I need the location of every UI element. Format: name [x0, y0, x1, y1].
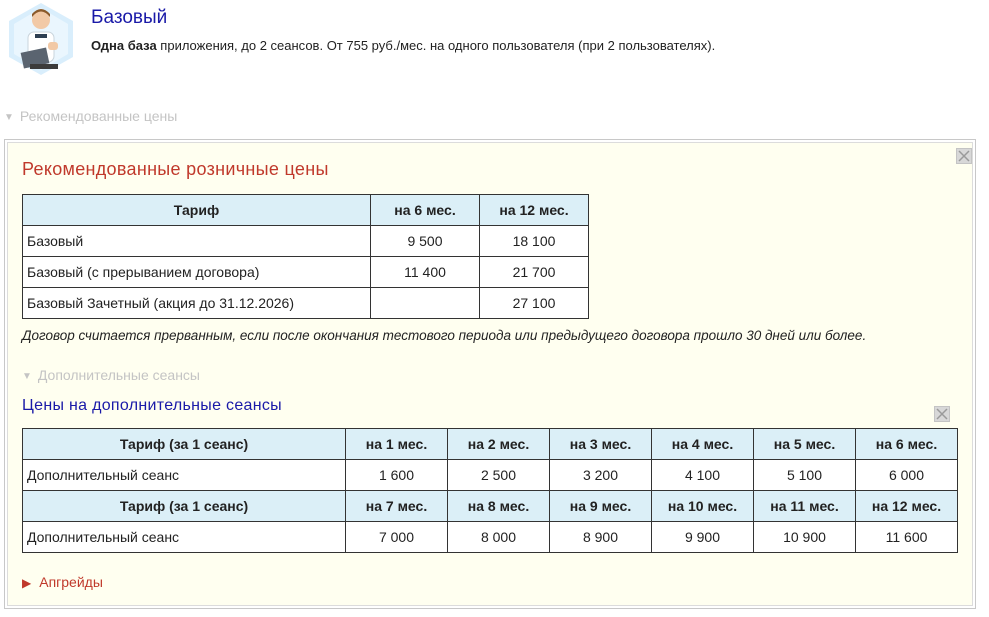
triangle-down-icon: ▼ [22, 371, 32, 382]
price-cell: 11 400 [371, 257, 480, 288]
table-row [23, 460, 958, 491]
table-header-row [23, 195, 589, 226]
column-header: на 8 мес. [448, 491, 550, 522]
plan-header [0, 0, 989, 90]
recommended-prices-toggle-label: Рекомендованные цены [19, 108, 178, 124]
column-header: на 6 мес. [856, 429, 958, 460]
column-header: на 4 мес. [652, 429, 754, 460]
column-header: на 12 мес. [480, 195, 589, 226]
column-header: Тариф [23, 195, 371, 226]
price-cell: 2 500 [448, 460, 550, 491]
tariff-name: Базовый [23, 226, 371, 257]
price-cell: 1 600 [346, 460, 448, 491]
price-cell: 5 100 [754, 460, 856, 491]
column-header: на 2 мес. [448, 429, 550, 460]
column-header: на 3 мес. [550, 429, 652, 460]
price-cell: 9 900 [652, 522, 754, 553]
price-cell: 9 500 [371, 226, 480, 257]
column-header: на 12 мес. [856, 491, 958, 522]
close-icon[interactable] [934, 406, 950, 422]
table-header-row [23, 491, 958, 522]
recommended-prices-panel [4, 139, 976, 609]
table-row [23, 522, 958, 553]
plan-description-bold: Одна база [91, 38, 157, 53]
price-cell: 7 000 [346, 522, 448, 553]
column-header: Тариф (за 1 сеанс) [23, 491, 346, 522]
upgrades-toggle[interactable] [22, 574, 103, 590]
column-header: на 5 мес. [754, 429, 856, 460]
recommended-prices-toggle[interactable] [4, 108, 177, 124]
additional-sessions-toggle[interactable] [22, 367, 200, 383]
price-cell: 8 000 [448, 522, 550, 553]
price-cell: 6 000 [856, 460, 958, 491]
triangle-right-icon: ▶ [22, 576, 32, 590]
table-row [23, 257, 589, 288]
column-header: на 10 мес. [652, 491, 754, 522]
upgrades-label: Апгрейды [39, 574, 103, 590]
price-cell: 3 200 [550, 460, 652, 491]
tariff-name: Базовый (с прерыванием договора) [23, 257, 371, 288]
triangle-down-icon: ▼ [4, 112, 14, 123]
plan-description-text: приложения, до 2 сеансов. От 755 руб./мес. на одного пользователя (при 2 пользователях). [156, 38, 716, 53]
plan-title: Базовый [91, 7, 168, 28]
column-header: на 6 мес. [371, 195, 480, 226]
price-cell: 27 100 [480, 288, 589, 319]
close-icon[interactable] [956, 148, 972, 164]
user-laptop-icon [4, 2, 78, 76]
column-header: на 11 мес. [754, 491, 856, 522]
price-cell: 8 900 [550, 522, 652, 553]
price-cell: 18 100 [480, 226, 589, 257]
price-cell: 21 700 [480, 257, 589, 288]
column-header: на 1 мес. [346, 429, 448, 460]
sessions-prices-title: Цены на дополнительные сеансы [22, 397, 282, 414]
column-header: Тариф (за 1 сеанс) [23, 429, 346, 460]
table-row [23, 226, 589, 257]
retail-prices-title: Рекомендованные розничные цены [22, 159, 329, 179]
column-header: на 9 мес. [550, 491, 652, 522]
table-row [23, 288, 589, 319]
plan-description [91, 38, 715, 53]
price-cell [371, 288, 480, 319]
retail-prices-table [22, 194, 589, 319]
price-cell: 11 600 [856, 522, 958, 553]
price-cell: 10 900 [754, 522, 856, 553]
additional-sessions-toggle-label: Дополнительные сеансы [37, 367, 200, 383]
price-cell: 4 100 [652, 460, 754, 491]
sessions-prices-table [22, 428, 958, 553]
contract-note: Договор считается прерванным, если после окончания тестового периода или предыдущего договора прошло 30 дней или более. [22, 328, 867, 343]
tariff-name: Базовый Зачетный (акция до 31.12.2026) [23, 288, 371, 319]
table-header-row [23, 429, 958, 460]
tariff-name: Дополнительный сеанс [23, 522, 346, 553]
tariff-name: Дополнительный сеанс [23, 460, 346, 491]
column-header: на 7 мес. [346, 491, 448, 522]
